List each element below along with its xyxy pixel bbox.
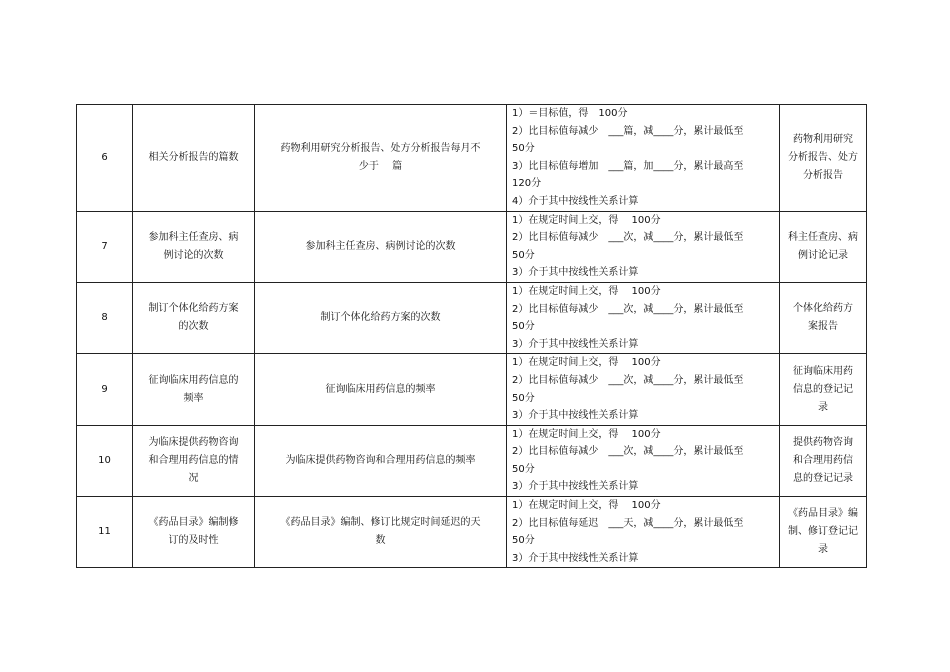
text-line: 2）比目标值每减少 ___次，减____分，累计最低至 (512, 374, 744, 386)
text-line: 例讨论记录 (798, 249, 848, 261)
text-line: 3）介于其中按线性关系计算 (512, 481, 639, 493)
text-line: 2）比目标值每减少 ___篇，减____分，累计最低至 (512, 125, 744, 137)
text-line: 50分 (512, 392, 535, 404)
text-line: 50分 (512, 463, 535, 475)
text-line: 1）在规定时间上交，得 100分 (512, 285, 661, 297)
text-line: 50分 (512, 249, 535, 261)
text-line: 1）在规定时间上交，得 100分 (512, 357, 661, 369)
indicator-definition (255, 211, 507, 282)
text-line: 个体化给药方 (793, 303, 853, 315)
text-line: 1）在规定时间上交，得 100分 (512, 214, 661, 226)
indicator-name (133, 497, 255, 568)
row-number: 11 (77, 497, 133, 568)
row-number: 9 (77, 354, 133, 425)
text-line: 4）介于其中按线性关系计算 (512, 195, 639, 207)
scoring-rules (507, 282, 780, 353)
indicator-name (133, 105, 255, 212)
text-line: 少于 篇 (358, 160, 403, 172)
text-line: 分析报告 (803, 169, 843, 181)
text-line: 频率 (183, 392, 204, 404)
indicator-definition (255, 497, 507, 568)
text-line: 录 (818, 544, 828, 556)
text-line: 况 (188, 472, 199, 484)
text-line: 案报告 (808, 321, 838, 333)
text-line: 制、修订登记记 (788, 526, 858, 538)
text-line: 药物利用研究 (793, 133, 853, 145)
text-line: 50分 (512, 535, 535, 547)
text-line: 科主任查房、病 (788, 231, 858, 243)
text-line: 分析报告、处方 (788, 151, 858, 163)
text-line: 录 (818, 401, 828, 413)
text-line: 50分 (512, 321, 535, 333)
text-line: 例讨论的次数 (163, 249, 224, 261)
indicator-name (133, 282, 255, 353)
kpi-table (76, 104, 867, 568)
text-line: 征询临床用药信息的频率 (325, 383, 436, 395)
text-line: 1）在规定时间上交，得 100分 (512, 428, 661, 440)
text-line: 3）介于其中按线性关系计算 (512, 410, 639, 422)
text-line: 3）介于其中按线性关系计算 (512, 552, 639, 564)
data-source (780, 425, 867, 496)
text-line: 征询临床用药 (793, 365, 853, 377)
text-line: 制订个体化给药方案 (148, 303, 239, 315)
text-line: 为临床提供药物咨询 (148, 436, 239, 448)
text-line: 2）比目标值每延迟 ___天，减____分，累计最低至 (512, 517, 744, 529)
text-line: 1）在规定时间上交，得 100分 (512, 500, 661, 512)
row-number: 6 (77, 105, 133, 212)
text-line: 数 (375, 535, 386, 547)
text-line: 3）介于其中按线性关系计算 (512, 338, 639, 350)
text-line: 征询临床用药信息的 (148, 374, 239, 386)
data-source (780, 282, 867, 353)
text-line: 50分 (512, 143, 535, 155)
indicator-definition (255, 354, 507, 425)
indicator-name (133, 425, 255, 496)
data-source (780, 211, 867, 282)
kpi-table-body (77, 105, 867, 568)
table-row (77, 105, 867, 212)
row-number: 8 (77, 282, 133, 353)
indicator-definition (255, 105, 507, 212)
text-line: 《药品目录》编制、修订比规定时间延迟的天 (280, 517, 481, 529)
text-line: 和合理用药信息的情 (148, 454, 239, 466)
row-number: 10 (77, 425, 133, 496)
scoring-rules (507, 425, 780, 496)
text-line: 2）比目标值每减少 ___次，减____分，累计最低至 (512, 232, 744, 244)
table-row (77, 282, 867, 353)
text-line: 息的登记记录 (793, 472, 853, 484)
table-row (77, 425, 867, 496)
text-line: 《药品目录》编制修 (148, 517, 239, 529)
text-line: 参加科主任查房、病 (148, 231, 239, 243)
data-source (780, 105, 867, 212)
text-line: 《药品目录》编 (788, 508, 858, 520)
text-line: 参加科主任查房、病例讨论的次数 (305, 240, 456, 252)
text-line: 的次数 (178, 321, 209, 333)
text-line: 120分 (512, 178, 542, 190)
text-line: 制订个体化给药方案的次数 (320, 312, 441, 324)
data-source (780, 354, 867, 425)
text-line: 1）＝目标值，得 100分 (512, 108, 628, 119)
table-row (77, 211, 867, 282)
text-line: 为临床提供药物咨询和合理用药信息的频率 (285, 454, 476, 466)
indicator-name (133, 211, 255, 282)
text-line: 信息的登记记 (793, 383, 853, 395)
indicator-name (133, 354, 255, 425)
text-line: 相关分析报告的篇数 (148, 151, 239, 163)
scoring-rules (507, 105, 780, 212)
table-row (77, 497, 867, 568)
table-row (77, 354, 867, 425)
text-line: 3）比目标值每增加 ___篇，加____分，累计最高至 (512, 160, 744, 172)
indicator-definition (255, 282, 507, 353)
row-number: 7 (77, 211, 133, 282)
text-line: 和合理用药信 (793, 454, 853, 466)
text-line: 3）介于其中按线性关系计算 (512, 267, 639, 279)
indicator-definition (255, 425, 507, 496)
data-source (780, 497, 867, 568)
scoring-rules (507, 211, 780, 282)
text-line: 2）比目标值每减少 ___次，减____分，累计最低至 (512, 446, 744, 458)
scoring-rules (507, 354, 780, 425)
scoring-rules (507, 497, 780, 568)
text-line: 药物利用研究分析报告、处方分析报告每月不 (280, 142, 481, 154)
text-line: 订的及时性 (168, 535, 219, 547)
text-line: 提供药物咨询 (793, 436, 853, 448)
text-line: 2）比目标值每减少 ___次，减____分，累计最低至 (512, 303, 744, 315)
